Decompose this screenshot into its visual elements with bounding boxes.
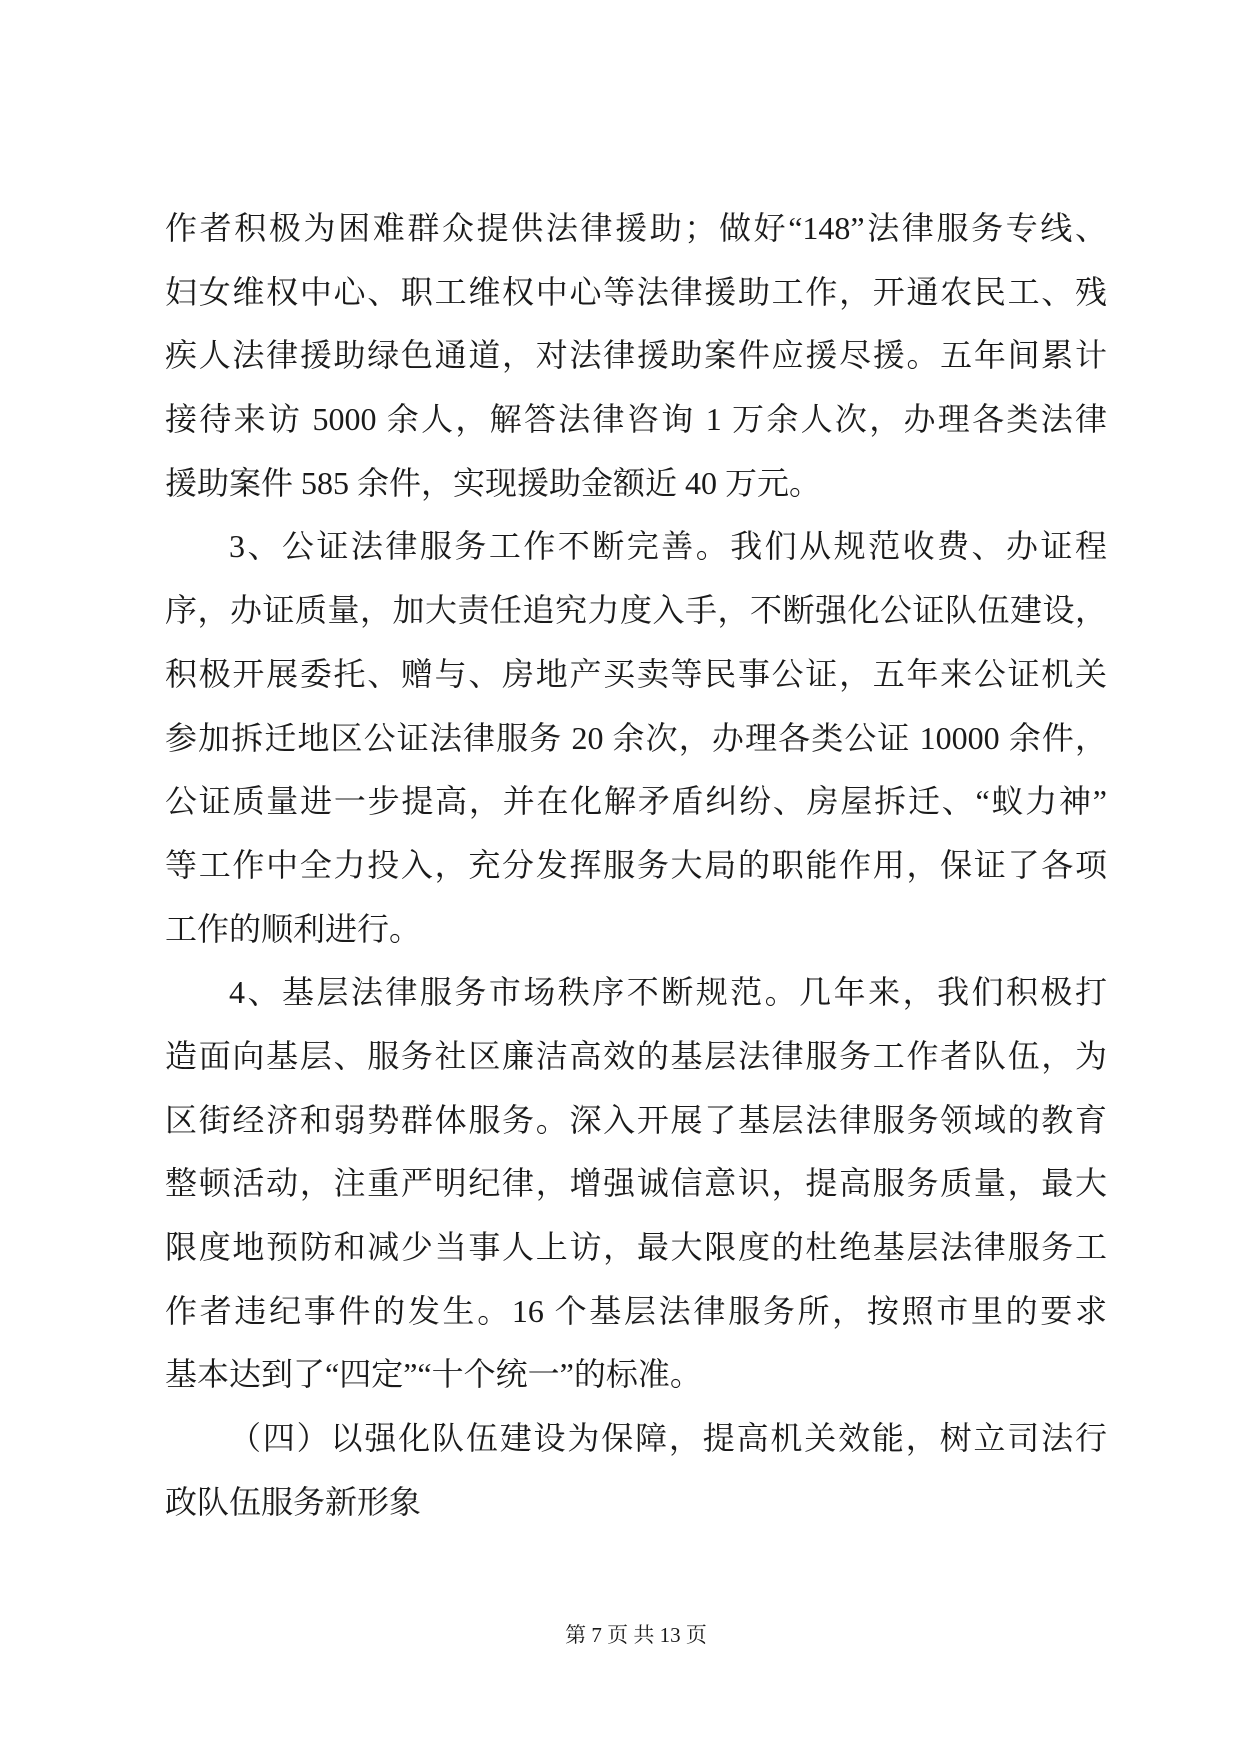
text-line: 作者违纪事件的发生。16 个基层法律服务所，按照市里的要求 bbox=[165, 1292, 1107, 1329]
text-line: 政队伍服务新形象 bbox=[165, 1483, 422, 1520]
text-line: 公证质量进一步提高，并在化解矛盾纠纷、房屋拆迁、“蚁力神” bbox=[165, 783, 1107, 820]
text-line: 参加拆迁地区公证法律服务 20 余次，办理各类公证 10000 余件， bbox=[165, 719, 1107, 756]
text-line: 限度地预防和减少当事人上访，最大限度的杜绝基层法律服务工 bbox=[165, 1229, 1107, 1265]
text-line: （四）以强化队伍建设为保障，提高机关效能，树立司法行 bbox=[229, 1420, 1107, 1457]
text-line: 基本达到了“四定”“十个统一”的标准。 bbox=[165, 1356, 702, 1393]
paragraph-legal-aid-continued bbox=[165, 197, 1107, 515]
text-line: 积极开展委托、赠与、房地产买卖等民事公证，五年来公证机关 bbox=[165, 655, 1107, 692]
text-line: 妇女维权中心、职工维权中心等法律援助工作，开通农民工、残 bbox=[165, 273, 1107, 310]
text-line: 等工作中全力投入，充分发挥服务大局的职能作用，保证了各项 bbox=[165, 846, 1107, 883]
paragraph-notary-services bbox=[165, 515, 1107, 961]
text-line: 区街经济和弱势群体服务。深入开展了基层法律服务领域的教育 bbox=[165, 1101, 1107, 1138]
text-line: 工作的顺利进行。 bbox=[165, 910, 422, 947]
text-line: 援助案件 585 余件，实现援助金额近 40 万元。 bbox=[165, 464, 822, 501]
text-line: 4、基层法律服务市场秩序不断规范。几年来，我们积极打 bbox=[229, 974, 1107, 1011]
text-line: 接待来访 5000 余人，解答法律咨询 1 万余人次，办理各类法律 bbox=[165, 401, 1107, 438]
text-line: 整顿活动，注重严明纪律，增强诚信意识，提高服务质量，最大 bbox=[165, 1165, 1107, 1202]
text-line: 作者积极为困难群众提供法律援助；做好“148”法律服务专线、 bbox=[165, 210, 1107, 246]
text-line: 造面向基层、服务社区廉洁高效的基层法律服务工作者队伍，为 bbox=[165, 1037, 1107, 1074]
section-heading-four bbox=[165, 1407, 1107, 1534]
page-number-footer: 第 7 页 共 13 页 bbox=[565, 1623, 707, 1647]
document-body bbox=[165, 197, 1107, 1534]
text-line: 疾人法律援助绿色通道，对法律援助案件应援尽援。五年间累计 bbox=[165, 337, 1107, 374]
paragraph-grassroots-legal-services bbox=[165, 961, 1107, 1407]
text-line: 3、公证法律服务工作不断完善。我们从规范收费、办证程 bbox=[229, 528, 1107, 565]
text-line: 序，办证质量，加大责任追究力度入手，不断强化公证队伍建设， bbox=[165, 592, 1107, 629]
